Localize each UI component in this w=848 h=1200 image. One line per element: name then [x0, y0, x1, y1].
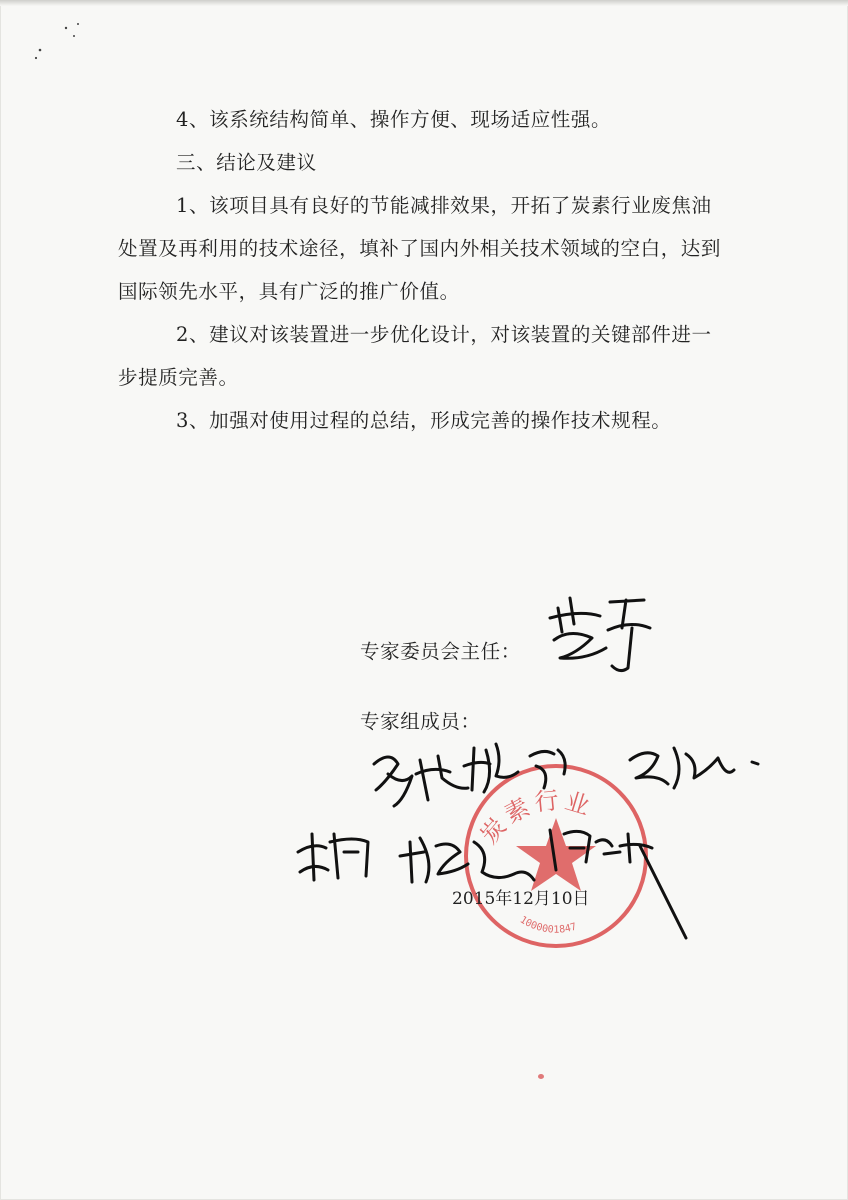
paragraph-suggestion-3: 3、加强对使用过程的总结，形成完善的操作技术规程。 — [176, 409, 672, 432]
document-date: 2015年12月10日 — [452, 889, 590, 909]
document-body — [118, 98, 728, 442]
member-signatures-row1 — [368, 730, 768, 820]
paragraph-item-4: 4、该系统结构简单、操作方便、现场适应性强。 — [176, 108, 612, 131]
paragraph-conclusion-1: 1、该项目具有良好的节能减排效果，开拓了炭素行业废焦油处置及再利用的技术途径，填补了国内外相关技术领域的空白，达到国际领先水平，具有广泛的推广价值。 — [118, 194, 722, 303]
members-label: 专家组成员： — [360, 710, 481, 733]
seal-number: 1000001847 — [517, 914, 579, 936]
scan-top-edge — [0, 0, 848, 6]
scan-artifact-dots — [28, 20, 88, 80]
section-heading-conclusions: 三、结论及建议 — [176, 151, 317, 174]
paragraph-suggestion-2: 2、建议对该装置进一步优化设计，对该装置的关键部件进一步提质完善。 — [118, 323, 712, 389]
seal-text: 炭素行业 — [474, 785, 597, 850]
chair-label: 专家委员会主任： — [360, 640, 521, 663]
stain-dot — [538, 1074, 544, 1079]
chair-signature — [540, 588, 660, 678]
member-signatures-row2 — [294, 812, 734, 942]
